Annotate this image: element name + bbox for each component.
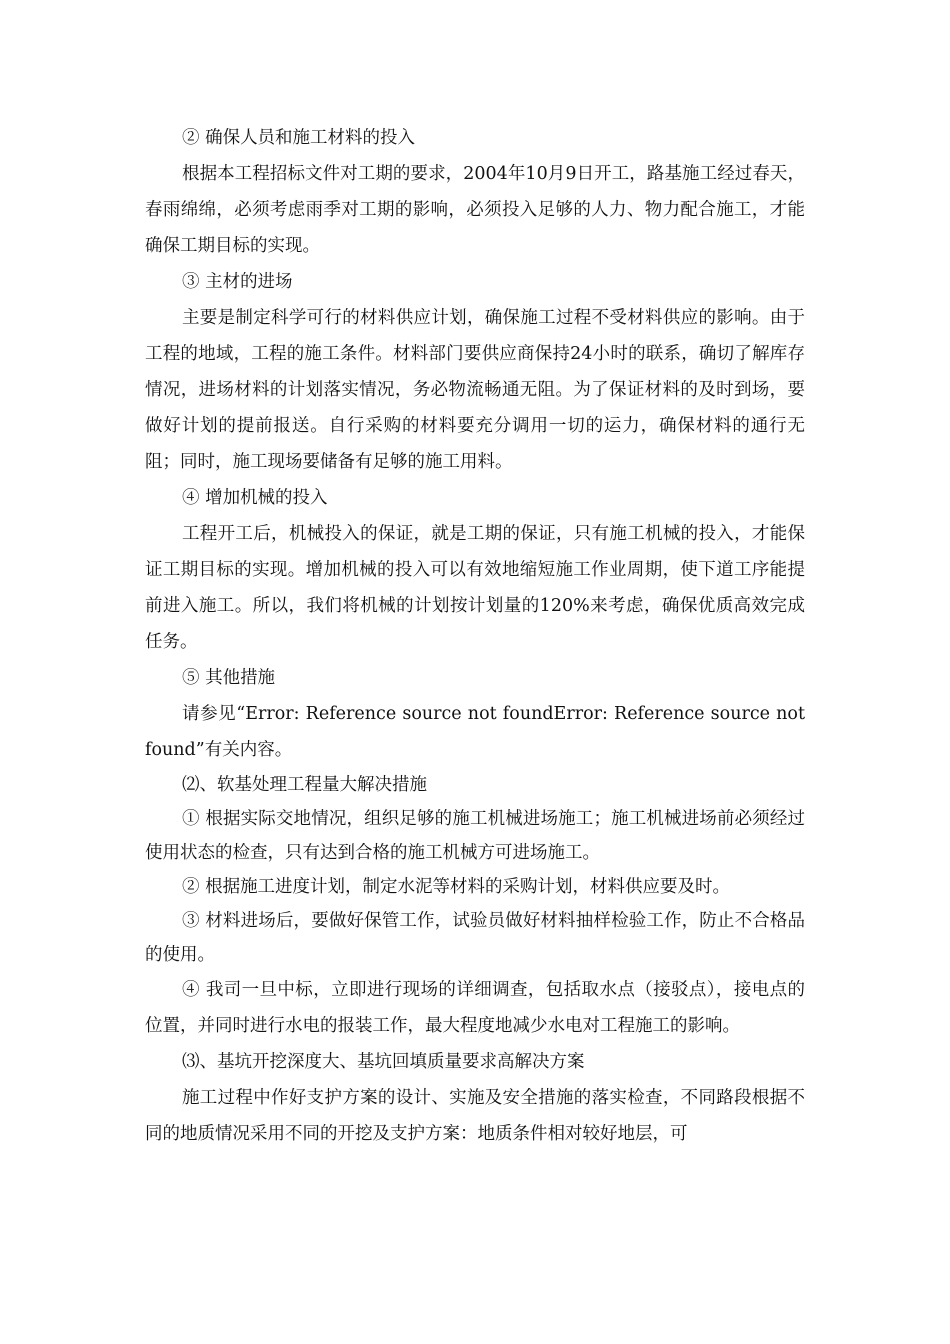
paragraph-reference-error: 请参见“Error: Reference source not foundError: Reference source not found”有关内容。 xyxy=(145,704,805,760)
heading-main-materials-entry: ③ 主材的进场 xyxy=(182,272,293,292)
paragraph-pit-support-plan: 施工过程中作好支护方案的设计、实施及安全措施的落实检查，不同路段根据不同的地质情况采用不同的开挖及支护方案：地质条件相对较好地层，可 xyxy=(145,1088,805,1144)
list-item-soft-foundation-3: ③ 材料进场后，要做好保管工作，试验员做好材料抽样检验工作，防止不合格品的使用。 xyxy=(145,911,805,965)
heading-increase-machinery: ④ 增加机械的投入 xyxy=(182,488,328,508)
heading-other-measures: ⑤ 其他措施 xyxy=(182,668,276,688)
list-item-soft-foundation-2: ② 根据施工进度计划，制定水泥等材料的采购计划，材料供应要及时。 xyxy=(182,877,731,897)
list-item-soft-foundation-4: ④ 我司一旦中标，立即进行现场的详细调查，包括取水点（接驳点），接电点的位置，并同时进行水电的报装工作，最大程度地减少水电对工程施工的影响。 xyxy=(145,980,805,1036)
list-item-soft-foundation-1: ① 根据实际交地情况，组织足够的施工机械进场施工；施工机械进场前必须经过使用状态的检查，只有达到合格的施工机械方可进场施工。 xyxy=(145,809,805,863)
heading-ensure-personnel-materials: ② 确保人员和施工材料的投入 xyxy=(182,128,416,148)
paragraph-machinery-investment: 工程开工后，机械投入的保证，就是工期的保证，只有施工机械的投入，才能保证工期目标的实现。增加机械的投入可以有效地缩短施工作业周期，使下道工序能提前进入施工。所以，我们将机械的计划按计划量的120%来考虑，确保优质高效完成任务。 xyxy=(145,524,805,652)
heading-foundation-pit: ⑶、基坑开挖深度大、基坑回填质量要求高解决方案 xyxy=(182,1052,585,1072)
heading-soft-foundation: ⑵、软基处理工程量大解决措施 xyxy=(182,775,427,795)
paragraph-material-supply-plan: 主要是制定科学可行的材料供应计划，确保施工过程不受材料供应的影响。由于工程的地域，工程的施工条件。材料部门要供应商保持24小时的联系，确切了解库存情况，进场材料的计划落实情况，务必物流畅通无阻。为了保证材料的及时到场，要做好计划的提前报送。自行采购的材料要充分调用一切的运力，确保材料的通行无阻；同时，施工现场要储备有足够的施工用料。 xyxy=(145,308,805,472)
paragraph-schedule-requirements: 根据本工程招标文件对工期的要求，2004年10月9日开工，路基施工经过春天，春雨绵绵，必须考虑雨季对工期的影响，必须投入足够的人力、物力配合施工，才能确保工期目标的实现。 xyxy=(145,164,805,256)
document-body xyxy=(145,120,805,1152)
